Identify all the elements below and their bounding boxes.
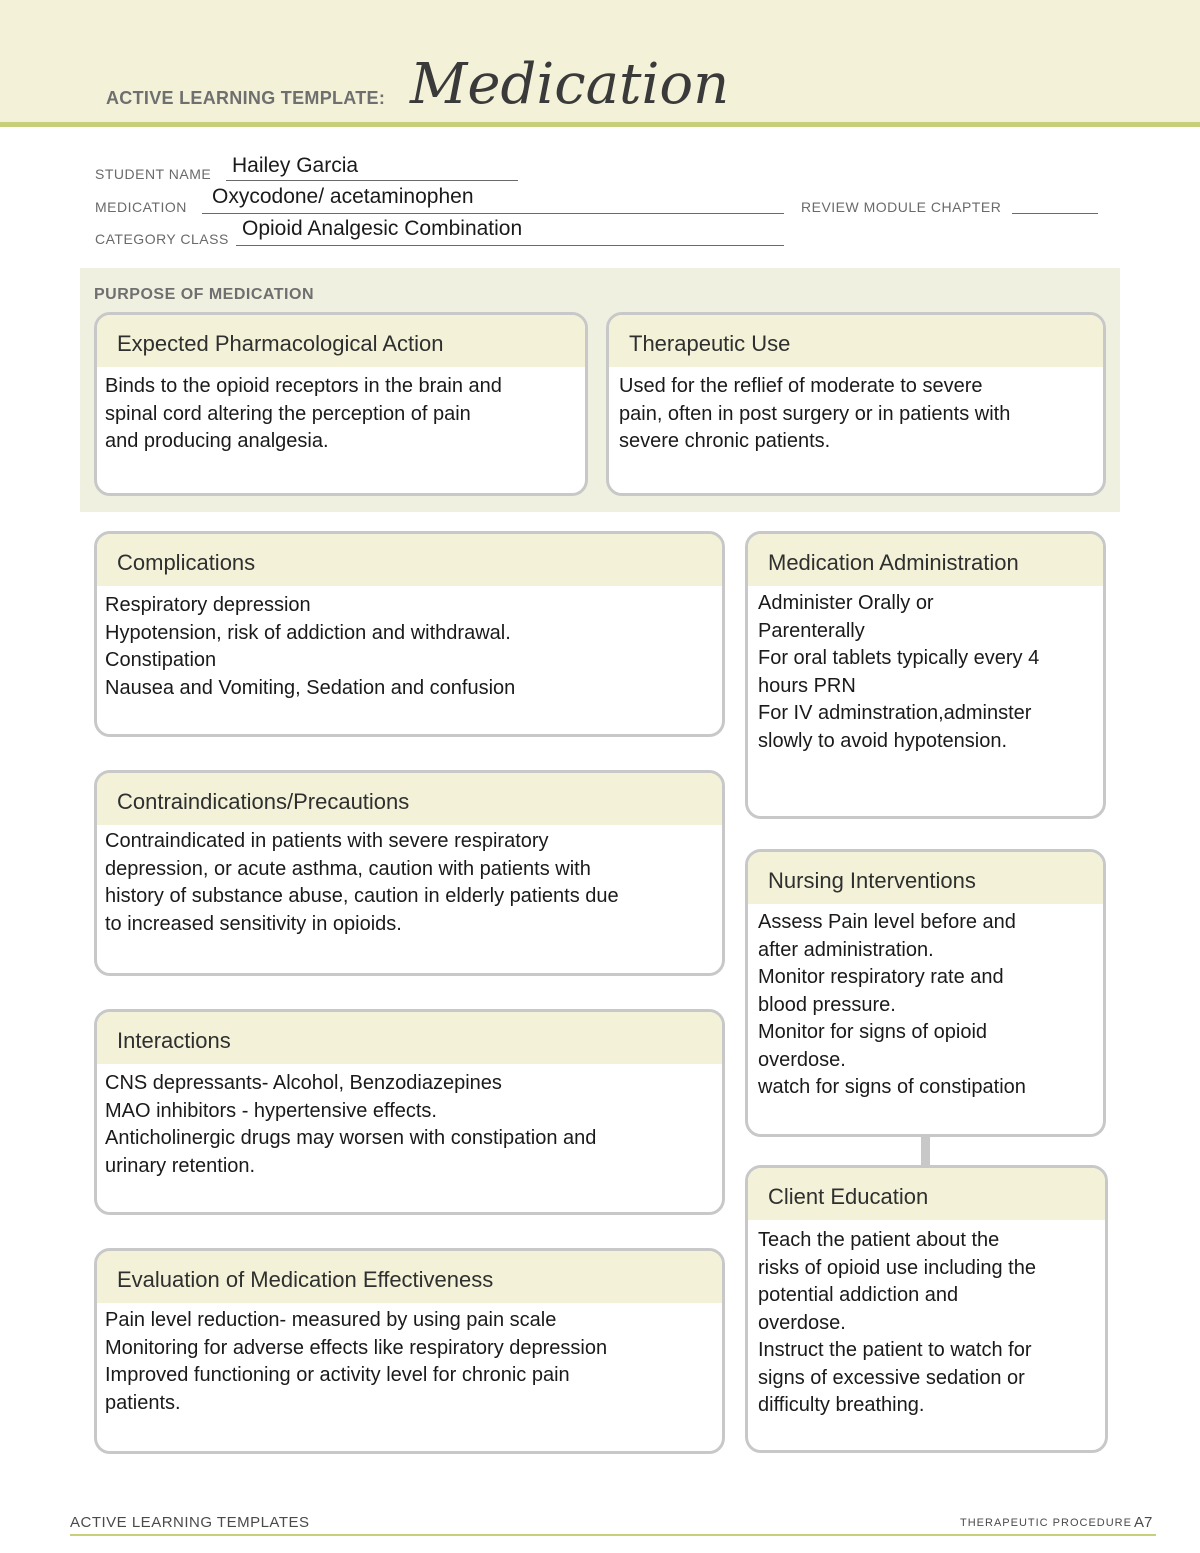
body-line: For oral tablets typically every 4 — [758, 647, 1040, 669]
body-line: Constipation — [105, 649, 217, 671]
card-title: Client Education — [748, 1168, 1105, 1220]
body-line: MAO inhibitors - hypertensive effects. — [105, 1099, 437, 1122]
card-title: Expected Pharmacological Action — [97, 315, 585, 367]
medication-underline — [202, 213, 784, 214]
page-title: Medication — [410, 52, 730, 117]
body-line: Teach the patient about the — [758, 1229, 1000, 1251]
therapeutic-use-card — [606, 312, 1106, 496]
body-line: overdose. — [758, 1311, 846, 1334]
body-line: blood pressure. — [758, 993, 896, 1016]
medication-administration-card — [745, 531, 1106, 819]
body-line: potential addiction and — [758, 1284, 959, 1306]
purpose-label: PURPOSE OF MEDICATION — [94, 286, 314, 303]
card-body — [748, 904, 1103, 1102]
category-class-underline — [236, 245, 784, 246]
client-education-card — [745, 1165, 1108, 1453]
body-line: Used for the reflief of moderate to severe — [619, 375, 983, 397]
card-body — [609, 367, 1103, 456]
body-line: depression, or acute asthma, caution with patients with — [105, 857, 591, 880]
card-title: Complications — [97, 534, 722, 586]
body-line: pain, often in post surgery or in patients with — [619, 402, 1011, 425]
interactions-card — [94, 1009, 725, 1215]
template-label: ACTIVE LEARNING TEMPLATE: — [106, 88, 386, 108]
body-line: risks of opioid use including the — [758, 1256, 1036, 1279]
body-line: Respiratory depression — [105, 594, 311, 616]
page-number: A7 — [1134, 1514, 1153, 1531]
expected-action-card — [94, 312, 588, 496]
body-line: Administer Orally or — [758, 592, 934, 614]
card-body — [97, 825, 722, 938]
category-class-label: CATEGORY CLASS — [95, 231, 229, 247]
footer-section: THERAPEUTIC PROCEDURE — [960, 1517, 1132, 1529]
review-module-field[interactable] — [1012, 213, 1098, 214]
card-title: Contraindications/Precautions — [97, 773, 722, 825]
card-title: Therapeutic Use — [609, 315, 1103, 367]
body-line: Anticholinergic drugs may worsen with constipation and — [105, 1127, 597, 1149]
body-line: to increased sensitivity in opioids. — [105, 912, 402, 935]
card-body — [97, 1064, 722, 1180]
student-name-field[interactable]: Hailey Garcia — [232, 154, 359, 177]
section-connector — [921, 1136, 930, 1166]
card-title: Nursing Interventions — [748, 852, 1103, 904]
body-line: Hypotension, risk of addiction and withdrawal. — [105, 621, 511, 644]
body-line: Improved functioning or activity level for chronic pain — [105, 1364, 570, 1386]
nursing-interventions-card — [745, 849, 1106, 1137]
body-line: Monitoring for adverse effects like respiratory depression — [105, 1336, 608, 1359]
card-title: Evaluation of Medication Effectiveness — [97, 1251, 722, 1303]
body-line: watch for signs of constipation — [758, 1076, 1026, 1098]
card-body — [97, 586, 722, 702]
body-line: For IV adminstration,adminster — [758, 702, 1032, 724]
body-line: Nausea and Vomiting, Sedation and confusion — [105, 676, 516, 699]
card-body — [748, 1220, 1105, 1420]
body-line: Instruct the patient to watch for — [758, 1339, 1032, 1361]
card-title: Interactions — [97, 1012, 722, 1064]
footer-title: ACTIVE LEARNING TEMPLATES — [70, 1514, 310, 1531]
review-module-label: REVIEW MODULE CHAPTER — [801, 199, 1002, 215]
body-line: history of substance abuse, caution in elderly patients due — [105, 885, 619, 907]
card-body — [97, 367, 585, 456]
body-line: severe chronic patients. — [619, 430, 831, 452]
contraindications-card — [94, 770, 725, 976]
student-name-underline — [226, 180, 518, 181]
body-line: Monitor respiratory rate and — [758, 966, 1004, 988]
body-line: patients. — [105, 1391, 181, 1414]
body-line: Pain level reduction- measured by using pain scale — [105, 1309, 557, 1331]
category-class-field[interactable]: Opioid Analgesic Combination — [242, 217, 523, 240]
body-line: after administration. — [758, 938, 934, 961]
body-line: difficulty breathing. — [758, 1394, 925, 1416]
card-body — [97, 1303, 722, 1417]
body-line: signs of excessive sedation or — [758, 1366, 1025, 1389]
body-line: Assess Pain level before and — [758, 911, 1016, 933]
student-name-label: STUDENT NAME — [95, 166, 212, 182]
card-title: Medication Administration — [748, 534, 1103, 586]
medication-field[interactable]: Oxycodone/ acetaminophen — [212, 185, 474, 208]
body-line: spinal cord altering the perception of pain — [105, 402, 471, 425]
body-line: Binds to the opioid receptors in the brain and — [105, 375, 502, 397]
body-line: and producing analgesia. — [105, 430, 329, 452]
body-line: hours PRN — [758, 674, 856, 697]
body-line: Monitor for signs of opioid — [758, 1021, 988, 1043]
body-line: Contraindicated in patients with severe respiratory — [105, 830, 549, 852]
header-divider — [0, 122, 1200, 127]
body-line: CNS depressants- Alcohol, Benzodiazepines — [105, 1072, 502, 1094]
body-line: Parenterally — [758, 619, 865, 642]
body-line: slowly to avoid hypotension. — [758, 729, 1008, 752]
medication-label: MEDICATION — [95, 199, 187, 215]
evaluation-card — [94, 1248, 725, 1454]
body-line: urinary retention. — [105, 1154, 256, 1177]
footer-divider — [70, 1534, 1156, 1536]
complications-card — [94, 531, 725, 737]
body-line: overdose. — [758, 1048, 846, 1071]
card-body — [748, 586, 1103, 755]
